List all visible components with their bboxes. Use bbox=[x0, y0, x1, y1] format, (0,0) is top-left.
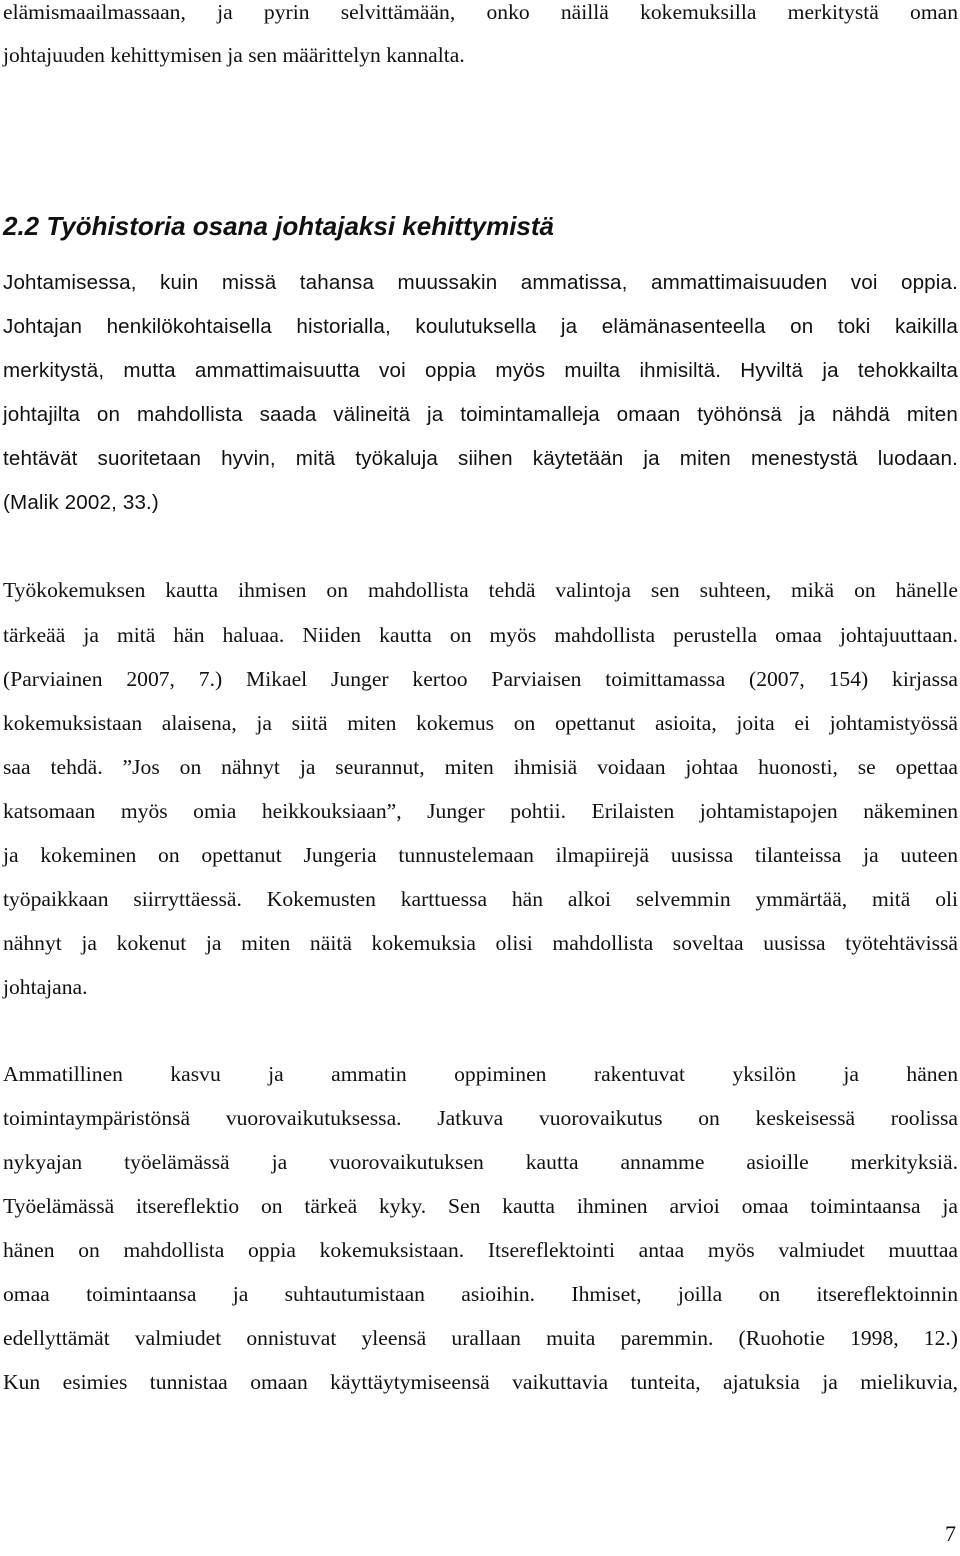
para3-line-3: nykyajan työelämässä ja vuorovaikutuksen kautta annamme asioille merkityksiä. bbox=[3, 1150, 958, 1174]
para2-line-3: (Parviainen 2007, 7.) Mikael Junger kertoo Parviaisen toimittamassa (2007, 154) kirjassa bbox=[3, 667, 958, 691]
para3-line-5: hänen on mahdollista oppia kokemuksistaan. Itsereflektointi antaa myös valmiudet muuttaa bbox=[3, 1238, 958, 1262]
para2-line-9: nähnyt ja kokenut ja miten näitä kokemuksia olisi mahdollista soveltaa uusissa työtehtävissä bbox=[3, 931, 958, 955]
para2-line-6: katsomaan myös omia heikkouksiaan”, Junger pohtii. Erilaisten johtamistapojen näkeminen bbox=[3, 799, 958, 823]
para3-line-1: Ammatillinen kasvu ja ammatin oppiminen rakentuvat yksilön ja hänen bbox=[3, 1062, 958, 1086]
intro-line-1: elämismaailmassaan, ja pyrin selvittämään, onko näillä kokemuksilla merkitystä oman bbox=[3, 0, 958, 24]
para3-line-2: toimintaympäristönsä vuorovaikutuksessa. Jatkuva vuorovaikutus on keskeisessä roolissa bbox=[3, 1106, 958, 1130]
para3-line-6: omaa toimintaansa ja suhtautumistaan asioihin. Ihmiset, joilla on itsereflektoinnin bbox=[3, 1282, 958, 1306]
section-heading: 2.2 Työhistoria osana johtajaksi kehittymistä bbox=[3, 211, 555, 241]
para1-line-1: Johtamisessa, kuin missä tahansa muussakin ammatissa, ammattimaisuuden voi oppia. bbox=[3, 271, 958, 294]
para2-line-1: Työkokemuksen kautta ihmisen on mahdollista tehdä valintoja sen suhteen, mikä on hänelle bbox=[3, 578, 958, 602]
para2-line-10: johtajana. bbox=[3, 975, 88, 999]
para3-line-4: Työelämässä itsereflektio on tärkeä kyky. Sen kautta ihminen arvioi omaa toimintaansa ja bbox=[3, 1194, 958, 1218]
para1-line-5: tehtävät suoritetaan hyvin, mitä työkaluja siihen käytetään ja miten menestystä luodaan. bbox=[3, 447, 958, 470]
intro-line-2: johtajuuden kehittymisen ja sen määrittelyn kannalta. bbox=[3, 43, 465, 67]
para1-line-3: merkitystä, mutta ammattimaisuutta voi oppia myös muilta ihmisiltä. Hyviltä ja tehokkailta bbox=[3, 359, 958, 382]
page-number: 7 bbox=[945, 1521, 956, 1546]
para1-line-4: johtajilta on mahdollista saada välineitä ja toimintamalleja omaan työhönsä ja nähdä miten bbox=[3, 403, 958, 426]
para1-line-6: (Malik 2002, 33.) bbox=[3, 491, 159, 514]
para2-line-8: työpaikkaan siirryttäessä. Kokemusten karttuessa hän alkoi selvemmin ymmärtää, mitä oli bbox=[3, 887, 958, 911]
para1-line-2: Johtajan henkilökohtaisella historialla, koulutuksella ja elämänasenteella on toki kaikilla bbox=[3, 315, 958, 338]
para2-line-5: saa tehdä. ”Jos on nähnyt ja seurannut, miten ihmisiä voidaan johtaa huonosti, se opettaa bbox=[3, 755, 958, 779]
para2-line-2: tärkeää ja mitä hän haluaa. Niiden kautta on myös mahdollista perustella omaa johtajuuttaan. bbox=[3, 623, 958, 647]
para3-line-8: Kun esimies tunnistaa omaan käyttäytymiseensä vaikuttavia tunteita, ajatuksia ja mielikuvia, bbox=[3, 1370, 958, 1394]
para2-line-7: ja kokeminen on opettanut Jungeria tunnustelemaan ilmapiirejä uusissa tilanteissa ja uuteen bbox=[3, 843, 958, 867]
para2-line-4: kokemuksistaan alaisena, ja siitä miten kokemus on opettanut asioita, joita ei johtamistyössä bbox=[3, 711, 958, 735]
para3-line-7: edellyttämät valmiudet onnistuvat yleensä urallaan muita paremmin. (Ruohotie 1998, 12.) bbox=[3, 1326, 958, 1350]
